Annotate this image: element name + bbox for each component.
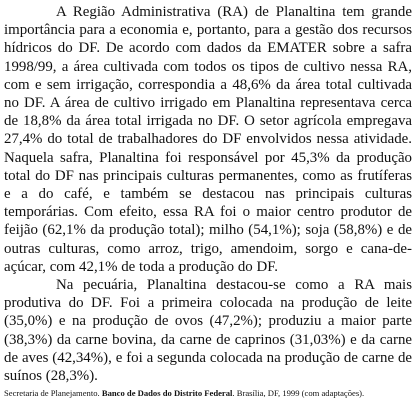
source-prefix: Secretaria de Planejamento. <box>4 388 102 399</box>
source-citation <box>4 388 412 399</box>
document-page <box>4 3 412 399</box>
source-title: Banco de Dados do Distrito Federal <box>101 388 233 399</box>
paragraph-livestock: Na pecuária, Planaltina destacou-se como a RA mais produtiva do DF. Foi a primeira colocada na produção de leite (35,0%) e na produção de ovos (47,2%); produziu a maior parte (38,3%) da carne bovina, da carne de caprinos (31,03%) e da carne de aves (42,34%), e foi a segunda colocada na produção de carne de suínos (28,3%). <box>4 277 412 385</box>
paragraph-agriculture: A Região Administrativa (RA) de Planaltina tem grande importância para a economia e, portanto, para a gestão dos recursos hídricos do DF. De acordo com dados da EMATER sobre a safra 1998/99, a área cultivada com todos os tipos de cultivo nessa RA, com e sem irrigação, correspondia a 48,6% da área total cultivada no DF. A área de cultivo irrigado em Planaltina representava cerca de 18,8% da área total irrigada no DF. O setor agrícola empregava 27,4% do total de trabalhadores do DF envolvidos nessa atividade. Naquela safra, Planaltina foi responsável por 45,3% da produção total do DF nas principais culturas permanentes, como as frutíferas e a do café, e também se destacou nas principais culturas temporárias. Com efeito, essa RA foi o maior centro produtor de feijão (62,1% da produção total); milho (54,1%); soja (58,8%) e de outras culturas, como arroz, trigo, amendoim, sorgo e cana-de-açúcar, com 42,1% de toda a produção do DF. <box>4 4 412 275</box>
source-suffix: . Brasília, DF, 1999 (com adaptações). <box>232 388 365 399</box>
